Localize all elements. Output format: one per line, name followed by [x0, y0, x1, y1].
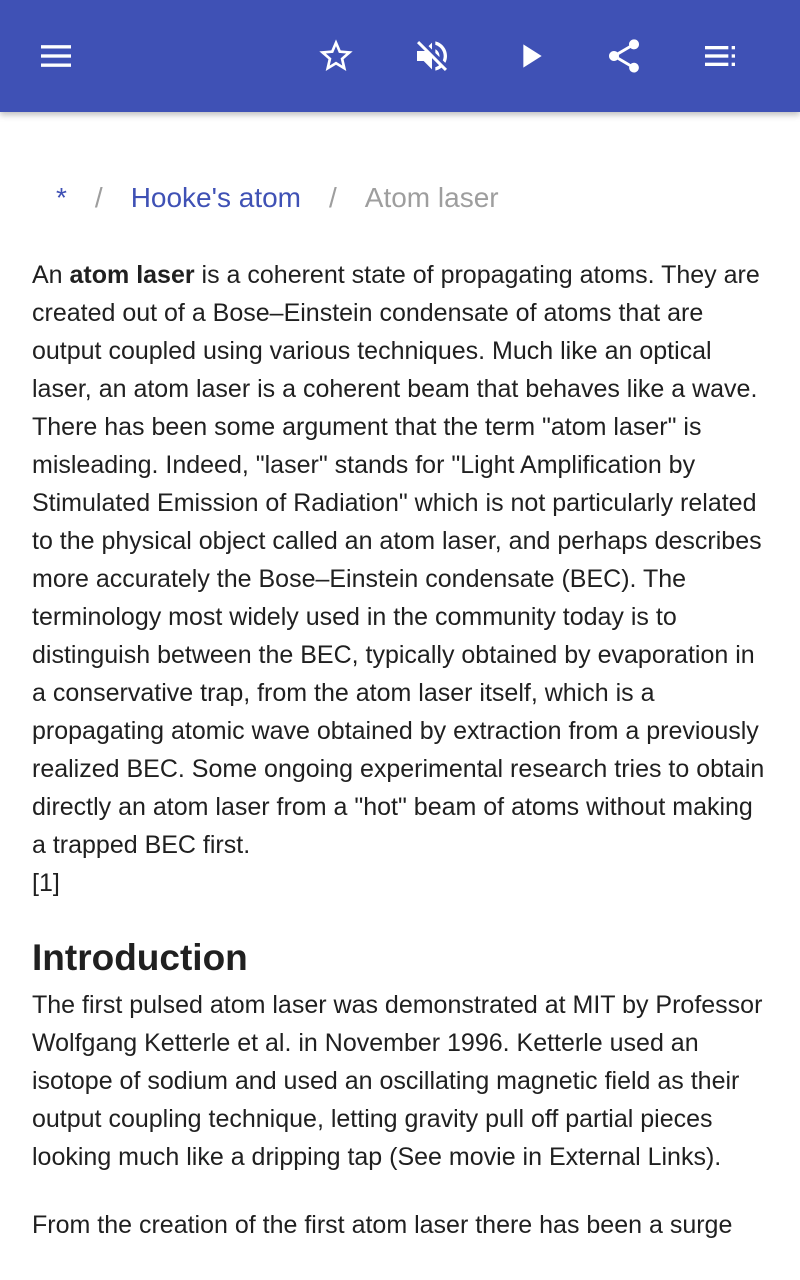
section-heading: Introduction: [32, 937, 248, 978]
play-button[interactable]: [502, 28, 558, 84]
app-toolbar: [0, 0, 800, 112]
star-outline-icon: [316, 36, 356, 76]
mute-button[interactable]: [404, 28, 460, 84]
hamburger-menu-icon: [36, 36, 76, 76]
share-button[interactable]: [596, 28, 652, 84]
section-paragraph: From the creation of the first atom laser there has been a surge: [32, 1211, 733, 1239]
intro-text: is a coherent state of propagating atoms. They are created out of a Bose–Einstein condensate of atoms that are output coupled using various techniques. Much like an optical laser, an atom laser is a coherent beam that behaves like a wave. There has been some argument that the term "atom laser" is misleading. Indeed, "laser" stands for "Light Amplification by Stimulated Emission of Radiation" which is not particularly related to the physical object called an atom laser, and perhaps describes more accurately the Bose–Einstein condensate (BEC). The terminology most widely used in the community today is to distinguish between the BEC, typically obtained by evaporation in a conservative trap, from the atom laser itself, which is a propagating atomic wave obtained by extraction from a previously realized BEC. Some ongoing experimental research tries to obtain directly an atom laser from a "hot" beam of atoms without making a trapped BEC first.: [32, 261, 765, 859]
reference-link[interactable]: [1]: [32, 869, 60, 897]
breadcrumb-separator: /: [94, 182, 103, 213]
intro-lead: An: [32, 261, 70, 289]
share-icon: [604, 36, 644, 76]
breadcrumb-current: Atom laser: [364, 182, 499, 213]
favorite-button[interactable]: [308, 28, 364, 84]
table-of-contents-icon: [700, 36, 740, 76]
article-content: [32, 256, 772, 1274]
menu-button[interactable]: [28, 28, 84, 84]
contents-button[interactable]: [692, 28, 748, 84]
volume-off-icon: [412, 36, 452, 76]
breadcrumb-separator: /: [329, 182, 337, 213]
breadcrumb-root-link[interactable]: *: [56, 182, 67, 213]
play-icon: [510, 36, 550, 76]
breadcrumb-parent-link[interactable]: Hooke's atom: [130, 182, 301, 213]
section-paragraph: The first pulsed atom laser was demonstrated at MIT by Professor Wolfgang Ketterle et al. in November 1996. Ketterle used an isotope of sodium and used an oscillating magnetic field as their output coupling technique, letting gravity pull off partial pieces looking much like a dripping tap (See movie in External Links).: [32, 991, 763, 1171]
breadcrumb: [56, 178, 499, 218]
intro-paragraph: [32, 256, 772, 902]
intro-bold-term: atom laser: [69, 261, 195, 289]
